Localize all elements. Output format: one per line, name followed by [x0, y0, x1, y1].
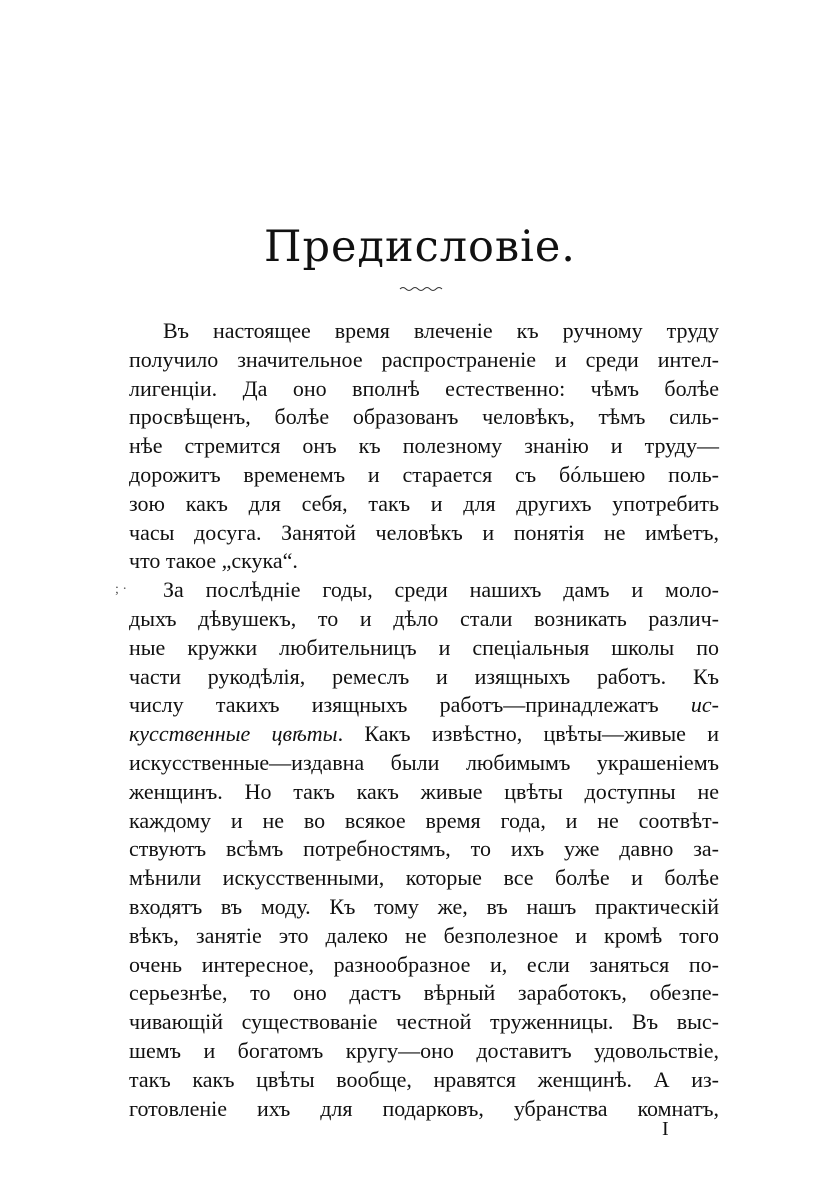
- preface-text: [115, 317, 719, 1123]
- text-line: дорожитъ временемъ и старается съ бóльшею поль-: [129, 461, 719, 487]
- text-line: ствуютъ всѣмъ потребностямъ, то ихъ уже давно за-: [129, 836, 719, 862]
- text-line: готовленіе ихъ для подарковъ, убранства комнатъ,: [129, 1095, 719, 1121]
- paragraph-1: [129, 317, 719, 576]
- text-line: очень интересное, разнообразное и, если заняться по-: [129, 951, 719, 977]
- page-number: I: [662, 1118, 669, 1140]
- ornament-divider: [398, 285, 448, 293]
- text-fragment: . Какъ извѣстно, цвѣты—живые и: [337, 721, 719, 747]
- text-fragment: числу такихъ изящныхъ работъ—принадлежатъ: [129, 692, 659, 718]
- text-line: шемъ и богатомъ кругу—оно доставитъ удовольствіе,: [129, 1037, 719, 1063]
- text-line: [115, 576, 719, 605]
- text-line: такъ какъ цвѣты вообще, нравятся женщинѣ. А из-: [129, 1066, 719, 1092]
- text-line: получило значительное распространеніе и среди интел-: [129, 346, 719, 372]
- text-line: лигенціи. Да оно вполнѣ естественно: чѣмъ болѣе: [129, 375, 719, 401]
- paragraph-2: [115, 576, 719, 1123]
- text-line: каждому и не во всякое время года, и не соотвѣт-: [129, 807, 719, 833]
- margin-mark: ; ·: [115, 582, 128, 598]
- text-line: чивающій существованіе честной труженницы. Въ выс-: [129, 1009, 719, 1035]
- italic-term: ис-: [690, 692, 719, 718]
- text-line: что такое „скука“.: [129, 548, 298, 574]
- text-line-content: За послѣдніе годы, среди нашихъ дамъ и моло-: [163, 577, 719, 603]
- text-line: искусственные—издавна были любимымъ украшеніемъ: [129, 749, 719, 775]
- text-line: зою какъ для себя, такъ и для другихъ употребить: [129, 490, 719, 516]
- text-line: нѣе стремится онъ къ полезному знанію и труду—: [129, 433, 719, 459]
- text-line: просвѣщенъ, болѣе образованъ человѣкъ, тѣмъ силь-: [129, 404, 719, 430]
- text-line: мѣнили искусственными, которые все болѣе и болѣе: [129, 865, 719, 891]
- text-line: дыхъ дѣвушекъ, то и дѣло стали возникать различ-: [129, 605, 719, 631]
- text-line: части рукодѣлія, ремеслъ и изящныхъ работъ. Къ: [129, 663, 719, 689]
- page-title: Предисловіе.: [264, 222, 576, 272]
- text-line: вѣкъ, занятіе это далеко не безполезное и кромѣ того: [129, 922, 719, 948]
- text-line: женщинъ. Но такъ какъ живые цвѣты доступны не: [129, 778, 719, 804]
- text-line: часы досуга. Занятой человѣкъ и понятія не имѣетъ,: [129, 519, 719, 545]
- text-line: входятъ въ моду. Къ тому же, въ нашъ практическій: [129, 893, 719, 919]
- text-line: серьезнѣе, то оно дастъ вѣрный заработокъ, обезпе-: [129, 980, 719, 1006]
- italic-term: кусственные цвѣты: [129, 721, 338, 747]
- text-line: Въ настоящее время влеченіе къ ручному труду: [163, 318, 719, 343]
- text-line: [129, 720, 719, 749]
- text-line: [129, 691, 719, 720]
- text-line: ные кружки любительницъ и спеціальныя школы по: [129, 634, 719, 660]
